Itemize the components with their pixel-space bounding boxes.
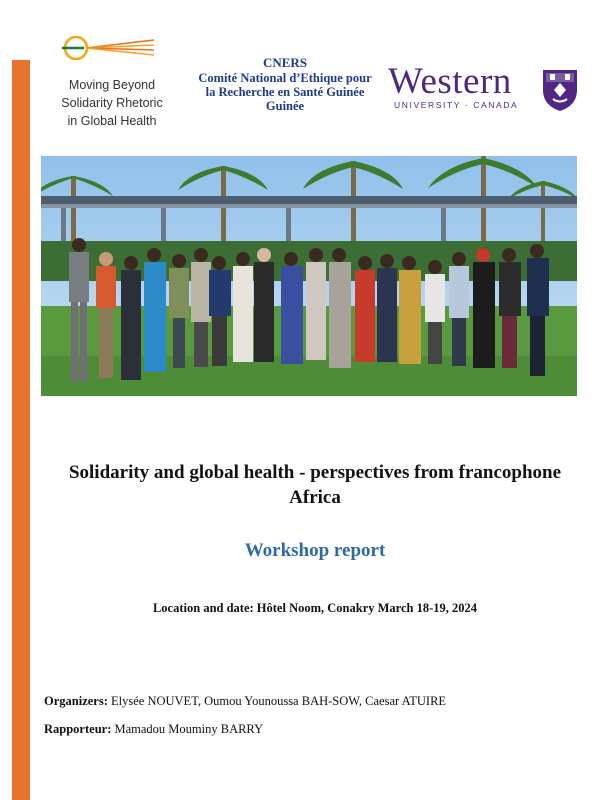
cners-line: la Recherche en Santé Guinée bbox=[205, 85, 365, 99]
western-wordmark: Western bbox=[388, 61, 512, 102]
organizers-line bbox=[44, 694, 446, 709]
mbsr-line: Moving Beyond bbox=[68, 78, 156, 92]
group-photo-illustration bbox=[41, 156, 577, 396]
location-date: Location and date: Hôtel Noom, Conakry March 18-19, 2024 bbox=[152, 601, 478, 615]
cners-line: Comité National d’Ethique pour bbox=[198, 71, 372, 85]
side-accent-bar bbox=[12, 60, 30, 800]
rapporteur-line bbox=[44, 722, 263, 737]
report-title: Solidarity and global health - perspectives from francophone Africa bbox=[68, 462, 562, 508]
organizers-names: Elysée NOUVET, Oumou Younoussa BAH-SOW, Caesar ATUIRE bbox=[111, 694, 447, 708]
cners-line: Guinée bbox=[265, 99, 305, 113]
rapporteur-name: Mamadou Mouminy BARRY bbox=[114, 722, 264, 736]
group-photo bbox=[41, 156, 577, 396]
mbsr-line: in Global Health bbox=[67, 114, 157, 128]
cners-title: CNERS bbox=[262, 55, 308, 70]
mbsr-line: Solidarity Rhetoric bbox=[61, 96, 163, 110]
western-crest-icon bbox=[541, 68, 579, 112]
western-logo bbox=[388, 61, 580, 116]
report-subtitle: Workshop report bbox=[244, 540, 386, 561]
mbsr-emblem-icon bbox=[58, 32, 158, 68]
organizers-label: Organizers: bbox=[44, 694, 108, 708]
western-subtitle: UNIVERSITY · CANADA bbox=[394, 100, 519, 110]
mbsr-logo-text bbox=[52, 76, 172, 130]
rapporteur-label: Rapporteur: bbox=[44, 722, 112, 736]
cners-logo bbox=[190, 56, 380, 113]
